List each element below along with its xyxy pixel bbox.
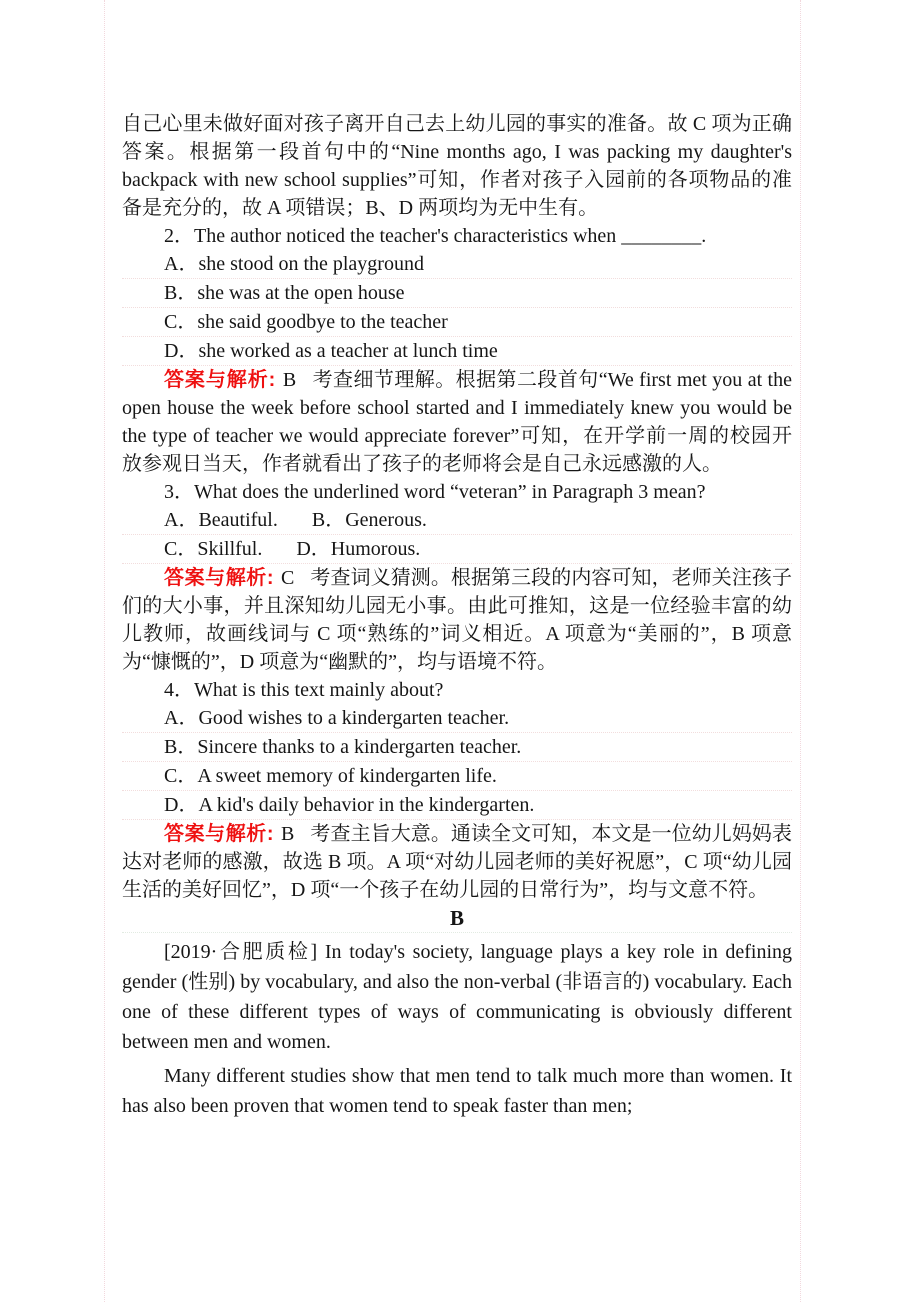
question-3-options-row-1: [122, 506, 792, 535]
passage-b-heading: B: [122, 904, 792, 933]
question-4-explanation: 考查主旨大意。通读全文可知，本文是一位幼儿妈妈表达对老师的感激，故选 B 项。A 项“对幼儿园老师的美好祝愿”，C 项“幼儿园生活的美好回忆”，D 项“一个孩子在幼儿园的日常行为”，均与文意不符。: [122, 823, 793, 901]
analysis-continued-paragraph: 自己心里未做好面对孩子离开自己去上幼儿园的事实的准备。故 C 项为正确答案。根据第一段首句中的“Nine months ago, I was packing my daughter's backpack with new school supplies”可知，作者对孩子入园前的各项物品的准备是充分的，故 A 项错误；B、D 两项均为无中生有。: [122, 113, 792, 219]
question-4-option-d: D．A kid's daily behavior in the kindergarten.: [122, 791, 792, 820]
answer-analysis-label: 答案与解析:: [164, 823, 275, 845]
question-3-answer-letter: C: [281, 567, 295, 589]
answer-analysis-label: 答案与解析:: [164, 567, 275, 589]
question-4-stem: 4．What is this text mainly about?: [164, 679, 444, 701]
passage-paragraph-1: [122, 937, 792, 1057]
passage-source-tag: [2019·合肥质检]: [164, 941, 318, 963]
question-3-stem: 3．What does the underlined word “veteran” in Paragraph 3 mean?: [164, 481, 706, 503]
question-2-answer-letter: B: [282, 369, 297, 391]
question-3-explanation: 考查词义猜测。根据第三段的内容可知，老师关注孩子们的大小事，并且深知幼儿园无小事。由此可推知，这是一位经验丰富的幼儿教师，故画线词与 C 项“熟练的”词义相近。A 项意为“美丽的”，B 项意为“慷慨的”，D 项意为“幽默的”，均与语境不符。: [122, 567, 793, 673]
question-3-option-c: C．Skillful.: [164, 538, 263, 560]
question-2-option-a: A．she stood on the playground: [122, 250, 792, 279]
scan-artifact-right-line: [800, 0, 801, 1302]
question-2-answer-paragraph: [122, 366, 792, 478]
question-2-stem: 2．The author noticed the teacher's characteristics when ________.: [164, 225, 707, 247]
question-3-option-a: A．Beautiful.: [164, 509, 278, 531]
question-4-option-a: A．Good wishes to a kindergarten teacher.: [122, 704, 792, 733]
document-page: [122, 110, 792, 1121]
scan-artifact-left-line: [104, 0, 105, 1302]
passage-paragraph-1-text: In today's society, language plays a key role in defining gender (性别) by vocabulary, and also the non-verbal (非语言的) vocabulary. Each one of these different types of ways of communicating is obviously different between men and women.: [122, 941, 793, 1053]
question-2-option-b: B．she was at the open house: [122, 279, 792, 308]
question-4-answer-paragraph: [122, 820, 792, 904]
question-3-answer-paragraph: [122, 564, 792, 676]
answer-analysis-label: 答案与解析:: [164, 369, 276, 391]
question-4-option-c: C．A sweet memory of kindergarten life.: [122, 762, 792, 791]
question-3-options-row-2: [122, 535, 792, 564]
question-3-option-d: D．Humorous.: [296, 538, 421, 560]
question-3-option-b: B．Generous.: [311, 509, 427, 531]
question-4-answer-letter: B: [281, 823, 295, 845]
passage-paragraph-2: Many different studies show that men tend to talk much more than women. It has also been proven that women tend to speak faster than men;: [122, 1065, 792, 1117]
question-2-option-c: C．she said goodbye to the teacher: [122, 308, 792, 337]
question-2-explanation: 考查细节理解。根据第二段首句“We first met you at the open house the week before school started and I immediately knew you would be the type of teacher we would appreciate forever”可知，在开学前一周的校园开放参观日当天，作者就看出了孩子的老师将会是自己永远感激的人。: [122, 369, 792, 475]
question-2-option-d: D．she worked as a teacher at lunch time: [122, 337, 792, 366]
question-4-option-b: B．Sincere thanks to a kindergarten teacher.: [122, 733, 792, 762]
